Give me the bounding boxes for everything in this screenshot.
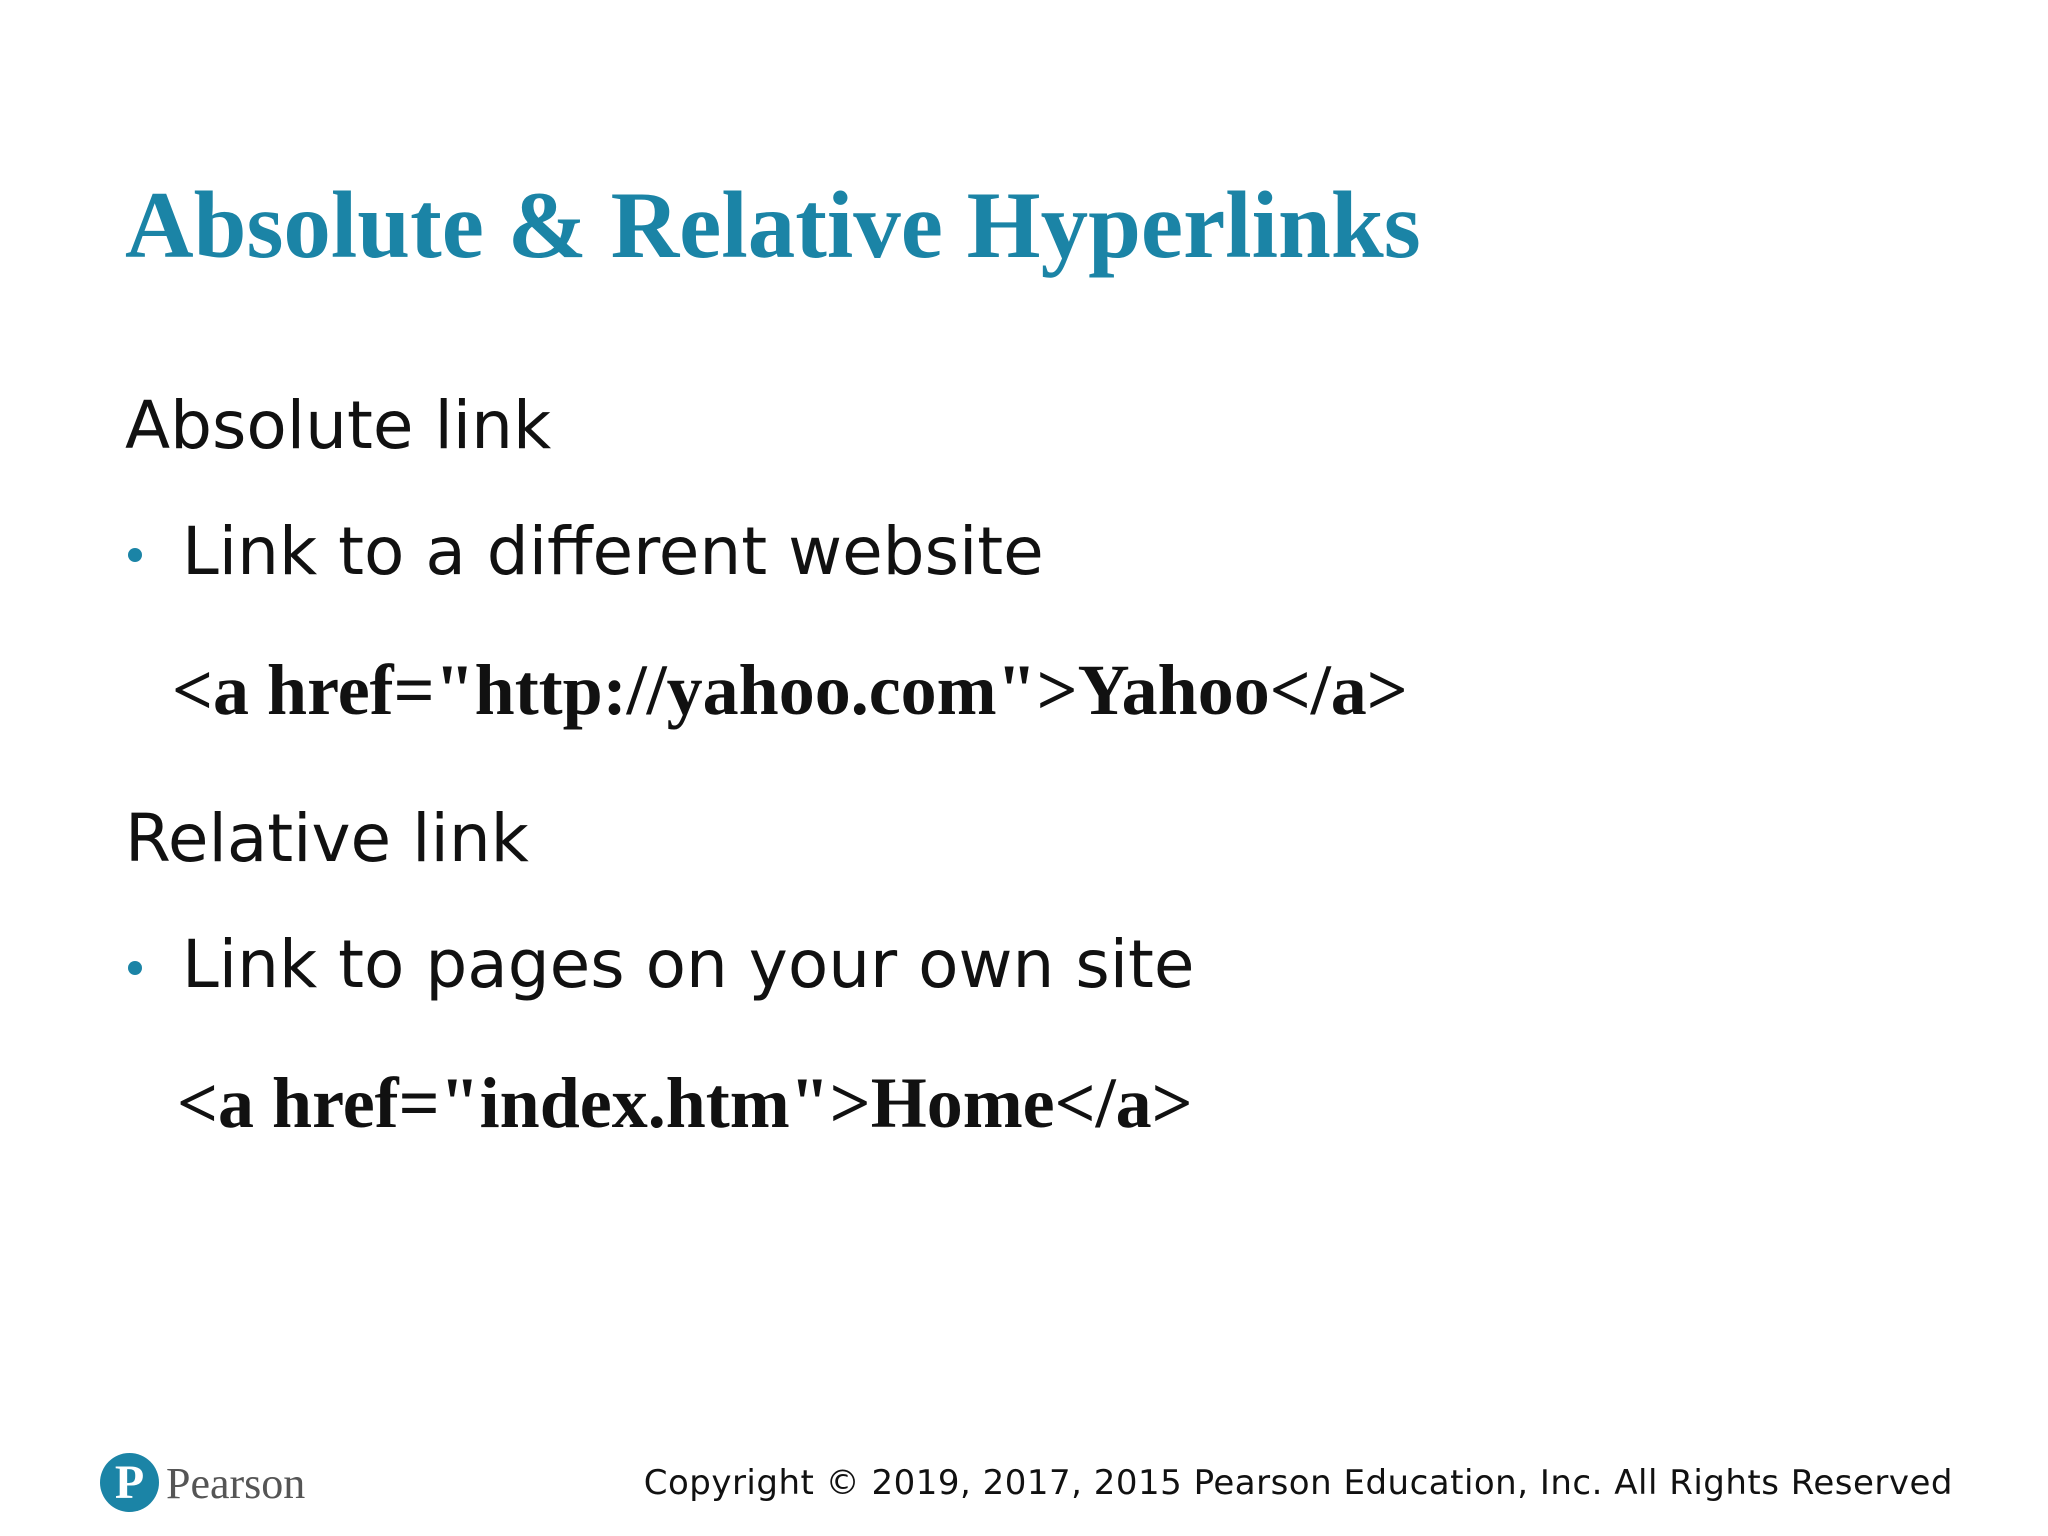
pearson-logo-icon: P bbox=[100, 1453, 159, 1512]
copyright-notice: Copyright © 2019, 2017, 2015 Pearson Education, Inc. All Rights Reserved bbox=[643, 1463, 1953, 1503]
absolute-link-code-example: <a href="http://yahoo.com">Yahoo</a> bbox=[172, 650, 1408, 730]
relative-link-heading: Relative link bbox=[125, 800, 529, 877]
bullet-dot-icon bbox=[128, 961, 142, 975]
pearson-logo-text: Pearson bbox=[166, 1459, 306, 1508]
bullet-dot-icon bbox=[128, 548, 142, 562]
absolute-link-heading: Absolute link bbox=[125, 387, 552, 464]
bullet-text: Link to pages on your own site bbox=[182, 926, 1195, 1003]
slide-title: Absolute & Relative Hyperlinks bbox=[125, 172, 1421, 278]
bullet-text: Link to a different website bbox=[182, 513, 1044, 590]
relative-link-code-example: <a href="index.htm">Home</a> bbox=[177, 1063, 1193, 1143]
